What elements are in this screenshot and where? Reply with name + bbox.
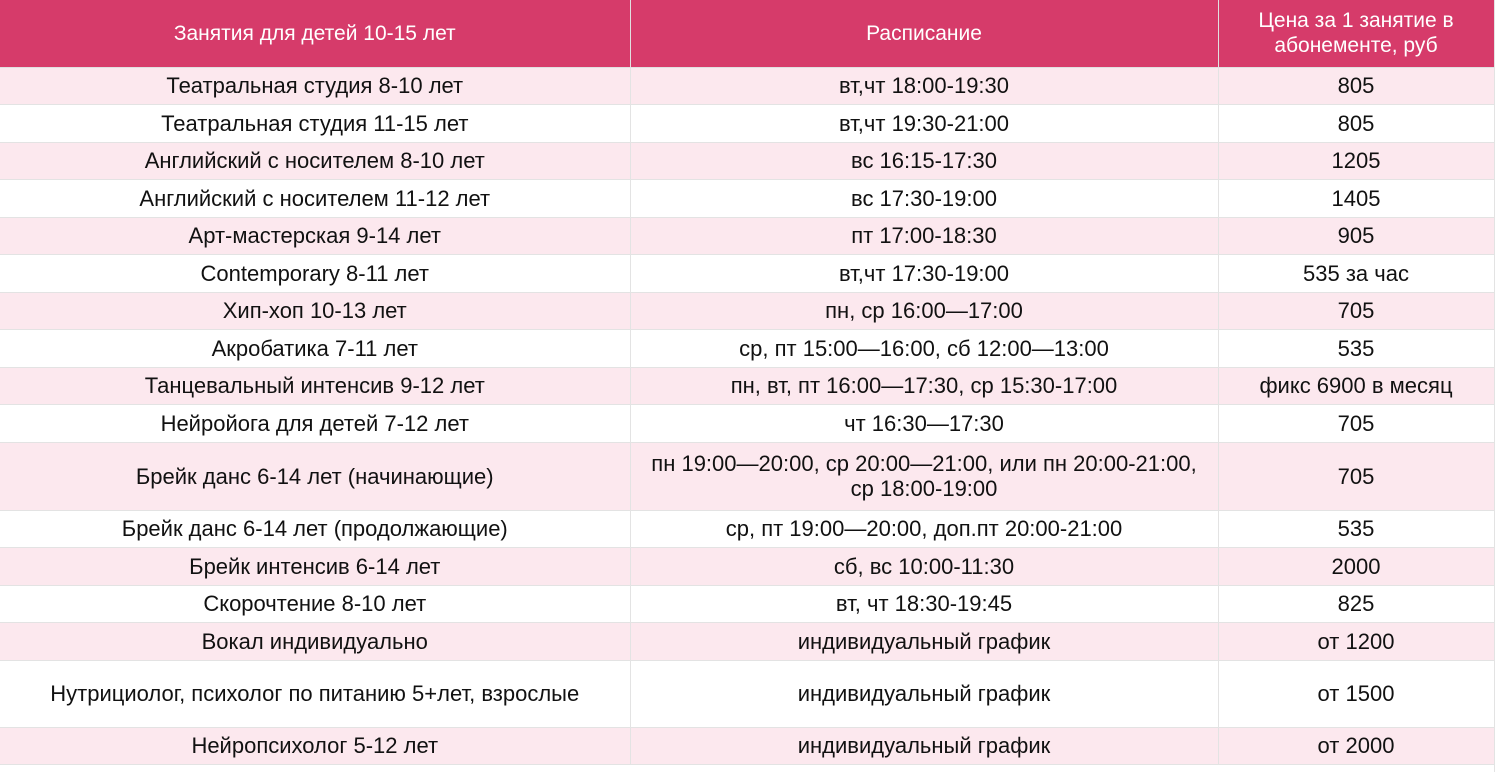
table-row [0, 292, 1494, 330]
schedule-cell[interactable]: ср, пт 15:00—16:00, сб 12:00—13:00 [630, 330, 1218, 368]
table-row [0, 405, 1494, 443]
class-cell[interactable]: Акробатика 7-11 лет [0, 330, 630, 368]
table-row [0, 255, 1494, 293]
price-cell[interactable]: 535 [1218, 510, 1494, 548]
class-cell[interactable]: Танцевальный интенсив 9-12 лет [0, 367, 630, 405]
schedule-cell[interactable]: индивидуальный график [630, 727, 1218, 765]
table-row [0, 442, 1494, 510]
class-cell[interactable]: Нутрициолог, психолог по питанию 5+лет, взрослые [0, 660, 630, 727]
class-cell[interactable]: Скорочтение 8-10 лет [0, 585, 630, 623]
price-cell[interactable]: от 1200 [1218, 623, 1494, 661]
class-cell[interactable]: Нейропсихолог 5-12 лет [0, 727, 630, 765]
table-row [0, 510, 1494, 548]
table-row [0, 330, 1494, 368]
price-cell[interactable]: 705 [1218, 405, 1494, 443]
table-row [0, 180, 1494, 218]
header-row [0, 0, 1494, 67]
table-row [0, 623, 1494, 661]
table-row [0, 105, 1494, 143]
price-cell[interactable]: 905 [1218, 217, 1494, 255]
price-cell[interactable]: 2000 [1218, 548, 1494, 586]
class-cell[interactable]: Contemporary 8-11 лет [0, 255, 630, 293]
table-row [0, 585, 1494, 623]
price-cell[interactable]: от 1500 [1218, 660, 1494, 727]
table-row [0, 660, 1494, 727]
schedule-cell[interactable]: чт 16:30—17:30 [630, 405, 1218, 443]
schedule-cell[interactable]: ср, пт 19:00—20:00, доп.пт 20:00-21:00 [630, 510, 1218, 548]
price-cell[interactable]: фикс 6900 в месяц [1218, 367, 1494, 405]
schedule-cell[interactable]: вс 17:30-19:00 [630, 180, 1218, 218]
table-row [0, 67, 1494, 105]
price-cell[interactable]: 705 [1218, 442, 1494, 510]
class-cell[interactable]: Брейк данс 6-14 лет (продолжающие) [0, 510, 630, 548]
schedule-cell[interactable]: вт, чт 18:30-19:45 [630, 585, 1218, 623]
price-cell[interactable]: от 2000 [1218, 727, 1494, 765]
schedule-cell[interactable]: вт,чт 18:00-19:30 [630, 67, 1218, 105]
class-cell[interactable]: Хип-хоп 10-13 лет [0, 292, 630, 330]
table-row [0, 367, 1494, 405]
class-cell[interactable]: Арт-мастерская 9-14 лет [0, 217, 630, 255]
schedule-cell[interactable]: вс 16:15-17:30 [630, 142, 1218, 180]
price-cell[interactable]: 805 [1218, 67, 1494, 105]
class-cell[interactable]: Английский с носителем 11-12 лет [0, 180, 630, 218]
class-cell[interactable]: Брейк интенсив 6-14 лет [0, 548, 630, 586]
schedule-cell[interactable]: пт 17:00-18:30 [630, 217, 1218, 255]
price-cell[interactable]: 705 [1218, 292, 1494, 330]
schedule-cell[interactable]: индивидуальный график [630, 623, 1218, 661]
price-cell[interactable]: 1205 [1218, 142, 1494, 180]
column-edge-divider [1494, 0, 1500, 772]
price-cell[interactable]: 535 за час [1218, 255, 1494, 293]
table-row [0, 217, 1494, 255]
schedule-cell[interactable]: вт,чт 19:30-21:00 [630, 105, 1218, 143]
table-row [0, 548, 1494, 586]
class-cell[interactable]: Театральная студия 8-10 лет [0, 67, 630, 105]
price-cell[interactable]: 535 [1218, 330, 1494, 368]
class-cell[interactable]: Театральная студия 11-15 лет [0, 105, 630, 143]
schedule-cell[interactable]: пн, вт, пт 16:00—17:30, ср 15:30-17:00 [630, 367, 1218, 405]
class-cell[interactable]: Брейк данс 6-14 лет (начинающие) [0, 442, 630, 510]
class-cell[interactable]: Нейройога для детей 7-12 лет [0, 405, 630, 443]
schedule-cell[interactable]: пн 19:00—20:00, ср 20:00—21:00, или пн 20:00-21:00, ср 18:00-19:00 [630, 442, 1218, 510]
schedule-cell[interactable]: сб, вс 10:00-11:30 [630, 548, 1218, 586]
price-cell[interactable]: 825 [1218, 585, 1494, 623]
schedule-cell[interactable]: вт,чт 17:30-19:00 [630, 255, 1218, 293]
class-cell[interactable]: Вокал индивидуально [0, 623, 630, 661]
header-price[interactable]: Цена за 1 занятие в абонементе, руб [1218, 0, 1494, 67]
header-schedule[interactable]: Расписание [630, 0, 1218, 67]
schedule-cell[interactable]: индивидуальный график [630, 660, 1218, 727]
header-classes[interactable]: Занятия для детей 10-15 лет [0, 0, 630, 67]
price-cell[interactable]: 805 [1218, 105, 1494, 143]
class-cell[interactable]: Английский с носителем 8-10 лет [0, 142, 630, 180]
schedule-cell[interactable]: пн, ср 16:00—17:00 [630, 292, 1218, 330]
table-row [0, 727, 1494, 765]
table-row [0, 142, 1494, 180]
price-cell[interactable]: 1405 [1218, 180, 1494, 218]
